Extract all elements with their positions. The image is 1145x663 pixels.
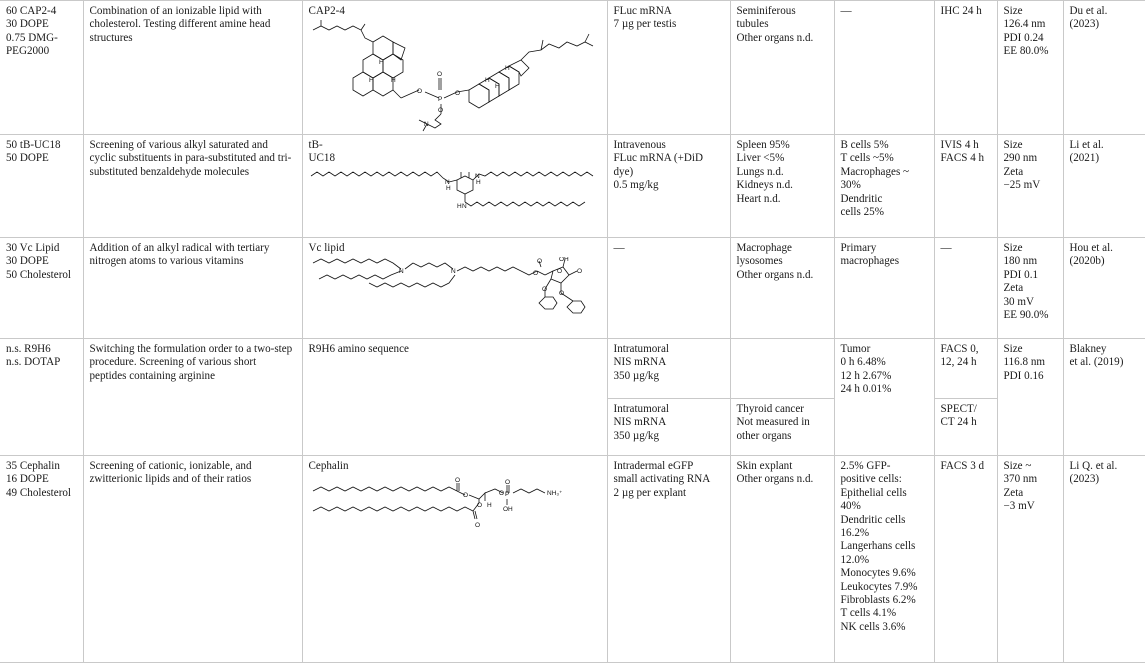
organ-distribution-cell: Seminiferous tubules Other organs n.d.	[730, 1, 834, 135]
organ-distribution-cell: Skin explant Other organs n.d.	[730, 456, 834, 663]
properties-cell: Size 116.8 nm PDI 0.16	[997, 339, 1063, 456]
table-row	[0, 1, 1145, 135]
administration-cell: Intratumoral NIS mRNA 350 µg/kg	[607, 339, 730, 399]
ceph-h-label: H	[486, 502, 492, 510]
tb-uc18-structure-drawing	[309, 168, 601, 220]
ceph-o-label: O	[476, 502, 482, 510]
method-cell: IHC 24 h	[934, 1, 997, 135]
structure-cell: tB- UC18 N N N H H H	[302, 135, 607, 238]
tb-h-label: H	[456, 202, 462, 210]
cap-o2-label: O	[436, 71, 442, 79]
organ-distribution-cell: Macrophage lysosomes Other organs n.d.	[730, 238, 834, 339]
ceph-o-label: O	[474, 522, 480, 530]
description-cell: Screening of cationic, ionizable, and zwitterionic lipids and of their ratios	[83, 456, 302, 663]
ceph-o-label: O	[498, 490, 504, 498]
structure-cell: Cephalin O O O O O O P OH NH₃⁺ H	[302, 456, 607, 663]
structure-cell: R9H6 amino sequence	[302, 339, 607, 456]
structure-cell: Vc lipid N N O O O O O O OH	[302, 238, 607, 339]
vc-o-label: O	[558, 290, 564, 298]
method-cell: SPECT/ CT 24 h	[934, 399, 997, 456]
vc-o-label: O	[536, 258, 542, 266]
tb-h-label: H	[475, 178, 481, 186]
ceph-p-label: P	[504, 491, 509, 499]
administration-cell: Intratumoral NIS mRNA 350 µg/kg	[607, 399, 730, 456]
formulation-cell: n.s. R9H6 n.s. DOTAP	[0, 339, 83, 456]
administration-cell: Intravenous FLuc mRNA (+DiD dye) 0.5 mg/kg	[607, 135, 730, 238]
cell-distribution-cell: 2.5% GFP- positive cells: Epithelial cells 40% Dendritic cells 16.2% Langerhans cells 12.0% Monocytes 9.6% Leukocytes 7.9% Fibroblasts 6.2% T cells 4.1% NK cells 3.6%	[834, 456, 934, 663]
properties-cell: Size 180 nm PDI 0.1 Zeta 30 mV EE 90.0%	[997, 238, 1063, 339]
table-row	[0, 238, 1145, 339]
cell-distribution-cell: Primary macrophages	[834, 238, 934, 339]
administration-cell: Intradermal eGFP small activating RNA 2 µg per explant	[607, 456, 730, 663]
vc-o-label: O	[576, 268, 582, 276]
cephalin-structure-drawing	[309, 475, 601, 531]
administration-cell: —	[607, 238, 730, 339]
table-row	[0, 339, 1145, 399]
properties-cell: Size 126.4 nm PDI 0.24 EE 80.0%	[997, 1, 1063, 135]
reference-cell: Li et al. (2021)	[1063, 135, 1145, 238]
administration-cell: FLuc mRNA 7 µg per testis	[607, 1, 730, 135]
method-cell: —	[934, 238, 997, 339]
organ-distribution-cell: Spleen 95% Liver <5% Lungs n.d. Kidneys n.d. Heart n.d.	[730, 135, 834, 238]
description-cell: Switching the formulation order to a two-step procedure. Screening of various short peptides containing arginine	[83, 339, 302, 456]
vc-o-label: O	[556, 268, 562, 276]
cell-distribution-cell: Tumor 0 h 6.48% 12 h 2.67% 24 h 0.01%	[834, 339, 934, 456]
cell-distribution-cell: —	[834, 1, 934, 135]
description-cell: Screening of various alkyl saturated and cyclic substituents in para-substituted and tri-substituted benzaldehyde molecules	[83, 135, 302, 238]
organ-distribution-cell: Thyroid cancer Not measured in other organs	[730, 399, 834, 456]
method-cell: FACS 3 d	[934, 456, 997, 663]
reference-cell: Li Q. et al. (2023)	[1063, 456, 1145, 663]
ceph-o-label: O	[504, 479, 510, 487]
cap-o3-label: O	[454, 90, 460, 98]
cap-o1-label: O	[416, 88, 422, 96]
reference-cell: Hou et al. (2020b)	[1063, 238, 1145, 339]
vc-o-label: O	[541, 286, 547, 294]
cap-h-label: H	[390, 77, 396, 85]
tb-n-label: N	[444, 178, 450, 186]
cap2-4-structure-drawing	[309, 20, 601, 132]
cap-o4-label: O	[437, 107, 443, 115]
cap-p-label: P	[437, 96, 442, 104]
method-cell: IVIS 4 h FACS 4 h	[934, 135, 997, 238]
table-row	[0, 456, 1145, 663]
vc-n-label: N	[398, 268, 404, 276]
ceph-o-label: O	[462, 492, 468, 500]
ceph-o-label: O	[454, 477, 460, 485]
formulation-cell: 30 Vc Lipid 30 DOPE 50 Cholesterol	[0, 238, 83, 339]
cap-n-label: N	[423, 121, 429, 129]
properties-cell: Size 290 nm Zeta −25 mV	[997, 135, 1063, 238]
description-cell: Combination of an ionizable lipid with cholesterol. Testing different amine head structures	[83, 1, 302, 135]
method-cell: FACS 0, 12, 24 h	[934, 339, 997, 399]
properties-cell: Size ~ 370 nm Zeta −3 mV	[997, 456, 1063, 663]
table-row	[0, 135, 1145, 238]
cap-h-label: H	[504, 65, 510, 73]
description-cell: Addition of an alkyl radical with tertiary nitrogen atoms to various vitamins	[83, 238, 302, 339]
reference-cell: Blakney et al. (2019)	[1063, 339, 1145, 456]
formulation-cell: 50 tB-UC18 50 DOPE	[0, 135, 83, 238]
cap-h-label: H	[494, 83, 500, 91]
tb-n-label: N	[461, 202, 467, 210]
formulation-cell: 35 Cephalin 16 DOPE 49 Cholesterol	[0, 456, 83, 663]
tb-n-label: N	[474, 172, 480, 180]
structure-cell: CAP2-4 O P O O O N H H H H H H	[302, 1, 607, 135]
reference-cell: Du et al. (2023)	[1063, 1, 1145, 135]
ceph-nh3-label: NH₃⁺	[546, 490, 562, 498]
tb-h-label: H	[445, 184, 451, 192]
cap-h-label: H	[368, 77, 374, 85]
cell-distribution-cell: B cells 5% T cells ~5% Macrophages ~ 30% Dendritic cells 25%	[834, 135, 934, 238]
formulation-cell: 60 CAP2-4 30 DOPE 0.75 DMG- PEG2000	[0, 1, 83, 135]
cap-h-label: H	[484, 77, 490, 85]
vc-lipid-structure-drawing	[309, 257, 601, 337]
vc-n-label: N	[450, 268, 456, 276]
organ-distribution-cell	[730, 339, 834, 399]
vc-oh-label: OH	[558, 257, 569, 264]
cap-h-label: H	[378, 59, 384, 67]
vc-o-label: O	[532, 270, 538, 278]
ceph-oh-label: OH	[502, 506, 513, 514]
